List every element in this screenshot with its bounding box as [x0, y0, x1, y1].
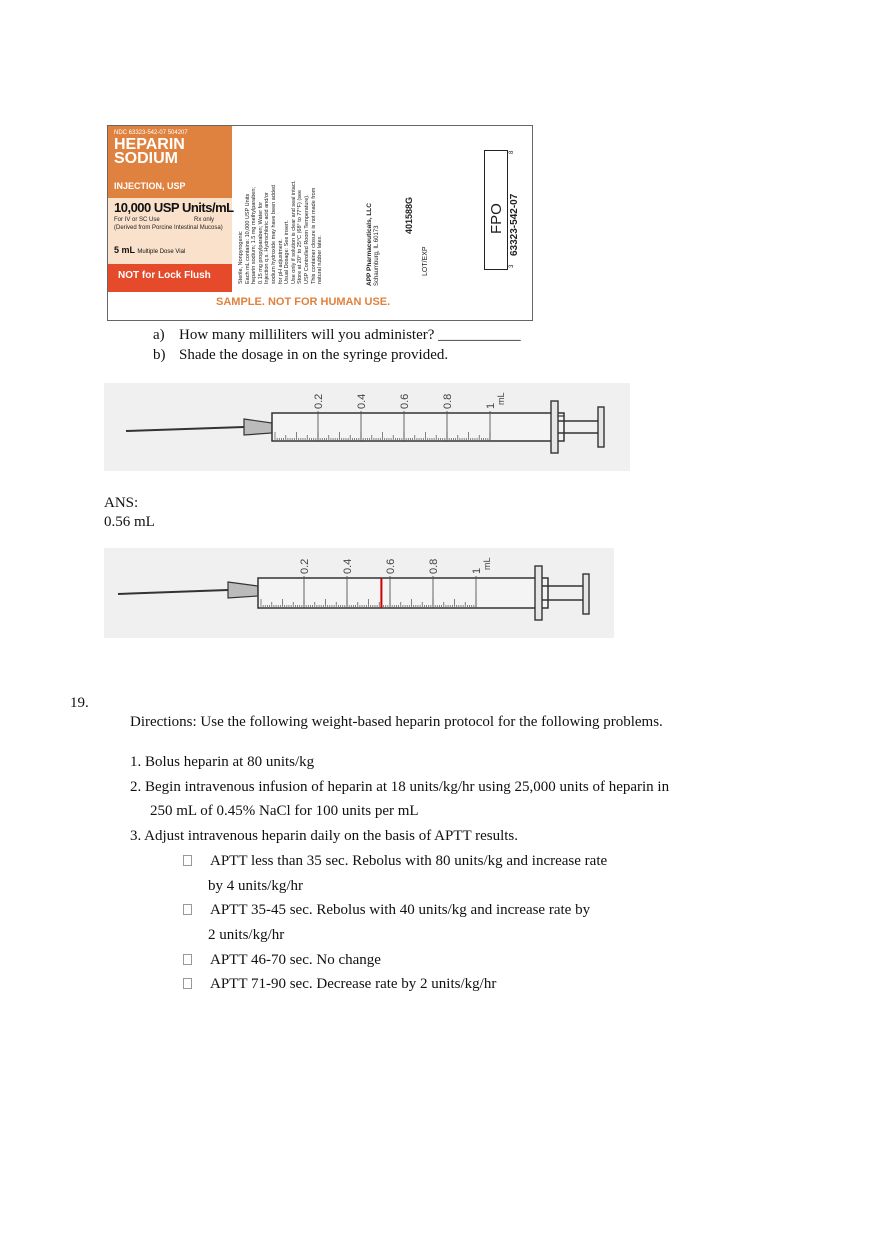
syringe-label: 0.4: [342, 558, 354, 574]
label-info-text: Sterile, Nonpyrogenic Each mL contains: 10,000 USP Units heparin sodium; 1.5 mg methylparaben; 0.15 mg propylparaben; Water for Injection q.s. Hydrochloric acid and/or sodium hydroxide may have been added for pH adjustment. Usual Dosage: See insert. Use only if solution is clear and seal intact. Store at 20° to 25°C (68° to 77°F) (see USP Controlled Room Temperature). This container closure is not made from natural rubber latex.: [238, 180, 324, 284]
step-1: 1. Bolus heparin at 80 units/kg: [130, 754, 315, 770]
bullet-aptt-71-90: APTT 71-90 sec. Decrease rate by 2 units/kg/hr: [183, 975, 496, 993]
label-not-lock-flush: NOT for Lock Flush: [118, 270, 211, 281]
label-route: For IV or SC Use: [114, 217, 160, 223]
syringe-label: 0.2: [299, 558, 311, 574]
label-derived: (Derived from Porcine Intestinal Mucosa): [114, 225, 223, 231]
syringe-label: 0.6: [385, 558, 397, 574]
answer-value: 0.56 mL: [104, 514, 155, 530]
question-number: 19.: [70, 695, 89, 711]
bullet-box-icon: [183, 855, 192, 866]
label-color-panel: [108, 126, 232, 292]
bullet-box-icon: [183, 954, 192, 965]
label-strength: 10,000 USP Units/mL: [114, 200, 234, 215]
bullet-aptt-lt35: APTT less than 35 sec. Rebolus with 80 units/kg and increase rate: [183, 852, 607, 870]
label-rx-only: Rx only: [194, 217, 215, 223]
step-2: 2. Begin intravenous infusion of heparin at 18 units/kg/hr using 25,000 units of heparin in: [130, 779, 670, 795]
bullet-aptt-lt35-cont: by 4 units/kg/hr: [208, 878, 304, 894]
label-vial-size: 5 mL Multiple Dose Vial: [114, 245, 186, 255]
label-lot-exp: LOT/EXP: [422, 246, 429, 276]
question-b: b) Shade the dosage in on the syringe provided.: [153, 347, 449, 363]
label-ndc: NDC 63323-542-07 504207: [114, 130, 188, 136]
label-manufacturer: APP Pharmaceuticals, LLC Schaumburg, IL 60173: [366, 203, 380, 286]
label-drug-name: HEPARIN SODIUM: [114, 136, 185, 167]
syringe-unit-label: mL: [482, 557, 492, 570]
syringe-blank[interactable]: [104, 383, 630, 471]
directions: Directions: Use the following weight-based heparin protocol for the following problems.: [130, 714, 663, 730]
label-barcode-suffix: 8: [509, 150, 515, 154]
question-a: a) How many milliliters will you administer? ___________: [153, 327, 521, 343]
step-2-cont: 250 mL of 0.45% NaCl for 100 units per mL: [150, 803, 419, 819]
syringe-label: 0.8: [442, 393, 454, 409]
heparin-label-image: [107, 125, 533, 321]
label-injection: INJECTION, USP: [114, 181, 186, 191]
label-barcode-prefix: 3: [509, 264, 515, 268]
step-3: 3. Adjust intravenous heparin daily on the basis of APTT results.: [130, 828, 519, 844]
label-barcode-number: 63323-542-07: [509, 193, 520, 256]
syringe-label: 0.2: [313, 393, 325, 409]
syringe-label: 0.6: [399, 393, 411, 409]
syringe-label: 1: [485, 402, 497, 409]
bullet-box-icon: [183, 978, 192, 989]
bullet-aptt-35-45-cont: 2 units/kg/hr: [208, 927, 285, 943]
bullet-aptt-35-45: APTT 35-45 sec. Rebolus with 40 units/kg and increase rate by: [183, 901, 590, 919]
syringe-unit-label: mL: [496, 392, 506, 405]
bullet-box-icon: [183, 904, 192, 915]
label-sample-notice: SAMPLE. NOT FOR HUMAN USE.: [216, 296, 391, 308]
bullet-aptt-46-70: APTT 46-70 sec. No change: [183, 951, 381, 969]
label-lot-number: 401588G: [404, 196, 414, 234]
label-fpo: FPO: [488, 203, 505, 234]
answer-heading: ANS:: [104, 495, 139, 511]
syringe-answer: [104, 548, 614, 638]
syringe-label: 0.4: [356, 393, 368, 409]
syringe-label: 0.8: [428, 558, 440, 574]
syringe-label: 1: [471, 567, 483, 574]
